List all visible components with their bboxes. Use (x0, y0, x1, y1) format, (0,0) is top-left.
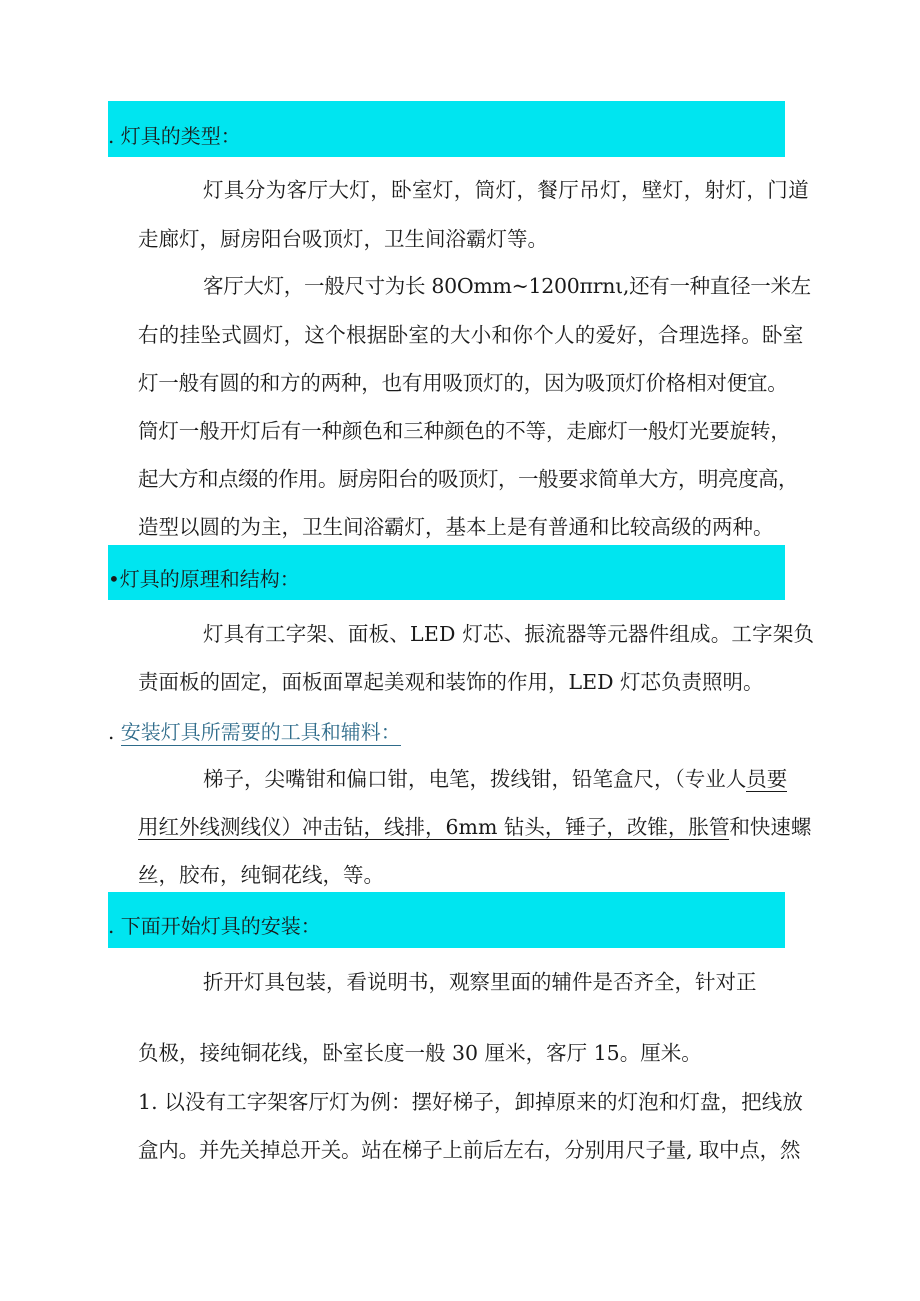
tools-line2-text: 和快速螺 (729, 815, 812, 839)
paragraph-line: 右的挂坠式圆灯，这个根据卧室的大小和你个人的爱好，合理选择。卧室 (138, 323, 804, 347)
paragraph-line: 灯具分为客厅大灯，卧室灯，筒灯，餐厅吊灯，壁灯，射灯，门道 (203, 178, 810, 202)
paragraph-line: 负极，接纯铜花线，卧室长度一般 30 厘米，客厅 15。厘米。 (138, 1041, 702, 1065)
paragraph-line: 丝，胶布，纯铜花线，等。 (138, 863, 384, 887)
section-heading-install: . 下面开始灯具的安装： (108, 914, 321, 938)
section-heading-bar-principle (108, 545, 785, 600)
section-heading-types: . 灯具的类型： (108, 124, 241, 148)
paragraph-line: 灯具有工字架、面板、LED 灯芯、振流器等元器件组成。工字架负 (203, 622, 815, 646)
section-heading-bar-types (108, 101, 785, 157)
paragraph-line: 走廊灯，厨房阳台吸顶灯，卫生间浴霸灯等。 (138, 227, 548, 251)
paragraph-line: 起大方和点缀的作用。厨房阳台的吸顶灯，一般要求简单大方，明亮度高， (138, 467, 798, 491)
tools-heading-prefix: . (108, 720, 121, 744)
paragraph-line (138, 815, 811, 839)
paragraph-line: 筒灯一般开灯后有一种颜色和三种颜色的不等，走廊灯一般灯光要旋转， (138, 419, 791, 443)
paragraph-line: 责面板的固定，面板面罩起美观和装饰的作用，LED 灯芯负责照明。 (138, 670, 764, 694)
paragraph-line: 造型以圆的为主，卫生间浴霸灯，基本上是有普通和比较高级的两种。 (138, 515, 774, 539)
tools-line1-underlined: 员要 (746, 767, 788, 791)
paragraph-line (203, 767, 787, 791)
paragraph-line: 灯一般有圆的和方的两种，也有用吸顶灯的，因为吸顶灯价格相对便宜。 (138, 371, 788, 395)
tools-heading-link[interactable]: 安装灯具所需要的工具和辅料： (120, 720, 401, 744)
paragraph-line: 客厅大灯，一般尺寸为长 80Omm~1200πrnι,还有一种直径一米左 (203, 274, 811, 298)
section-heading-principle: •灯具的原理和结构： (108, 567, 300, 591)
tools-line2-underlined: 用红外线测线仪）冲击钻，线排，6mm 钻头，锤子，改锥，胀管 (138, 815, 730, 839)
section-heading-tools[interactable] (108, 720, 401, 744)
paragraph-line: 折开灯具包装，看说明书，观察里面的辅件是否齐全，针对正 (203, 970, 757, 994)
section-heading-bar-install (108, 892, 785, 948)
paragraph-line: 1. 以没有工字架客厅灯为例：摆好梯子，卸掉原来的灯泡和灯盘，把线放 (138, 1090, 803, 1114)
paragraph-line: 盒内。并先关掉总开关。站在梯子上前后左右，分别用尺子量, 取中点，然 (138, 1138, 801, 1162)
tools-line1-text: 梯子，尖嘴钳和偏口钳，电笔，拨线钳，铅笔盒尺，（专业人 (203, 767, 747, 791)
